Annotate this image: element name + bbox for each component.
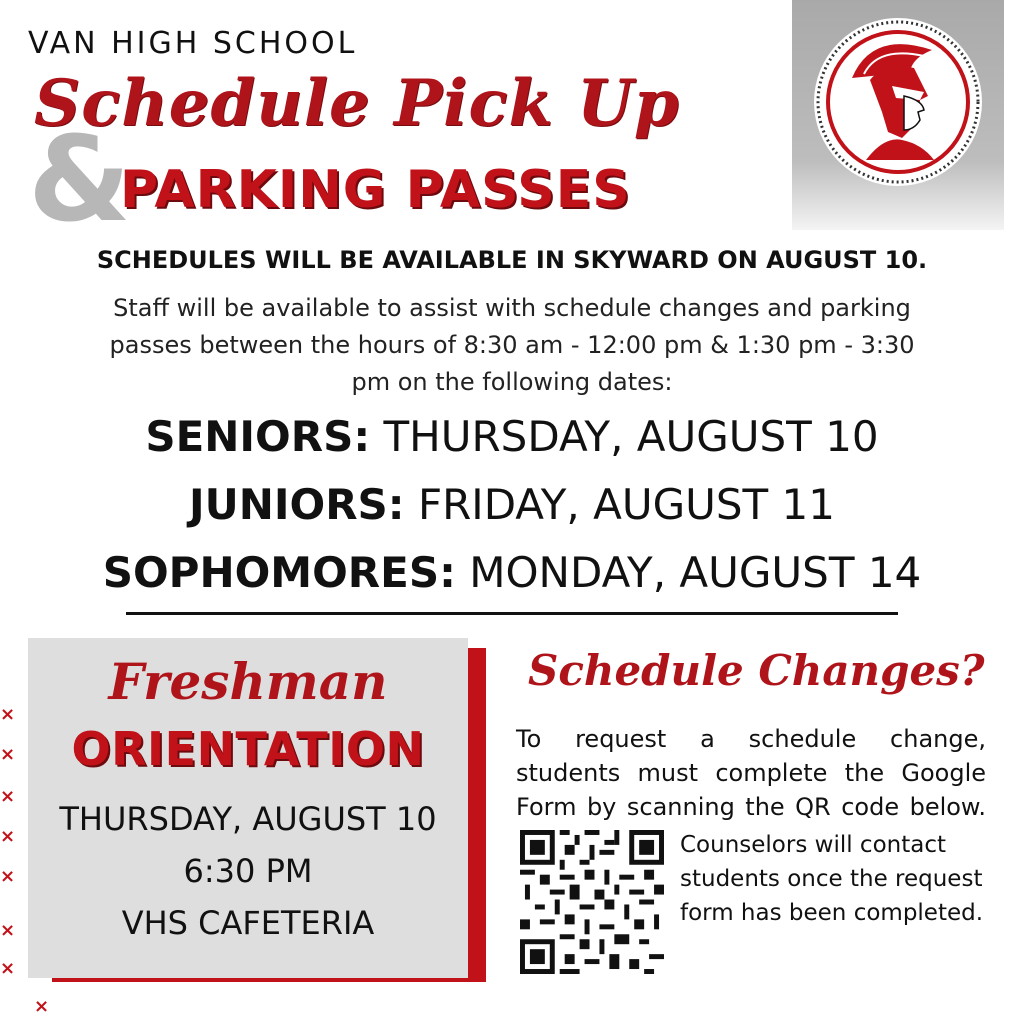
group-label: SENIORS: bbox=[145, 412, 371, 461]
date-line-juniors bbox=[0, 480, 1024, 529]
group-label: JUNIORS: bbox=[189, 480, 405, 529]
x-mark-decoration-icon: × bbox=[0, 744, 16, 765]
schedule-changes-title: Schedule Changes? bbox=[528, 646, 985, 695]
freshman-script-title: Freshman bbox=[108, 652, 388, 711]
group-date: FRIDAY, AUGUST 11 bbox=[417, 480, 835, 529]
group-date: MONDAY, AUGUST 14 bbox=[469, 548, 922, 597]
date-line-sophomores bbox=[0, 548, 1024, 597]
x-mark-decoration-icon: × bbox=[34, 996, 50, 1017]
x-mark-decoration-icon: × bbox=[0, 826, 16, 847]
counselor-note: Counselors will contact students once the request form has been completed. bbox=[680, 832, 984, 926]
schedule-changes-text: To request a schedule change, students must complete the Google Form by scanning the QR code below. bbox=[516, 725, 986, 821]
x-mark-decoration-icon: × bbox=[0, 920, 16, 941]
orientation-title: ORIENTATION bbox=[71, 722, 425, 776]
trojan-mascot-logo bbox=[792, 0, 1004, 240]
x-mark-decoration-icon: × bbox=[0, 786, 16, 807]
orientation-time: 6:30 PM bbox=[183, 852, 313, 890]
orientation-location: VHS CAFETERIA bbox=[121, 904, 375, 942]
staff-info-text: Staff will be available to assist with schedule changes and parking passes between the hours of 8:30 am - 12:00 pm & 1:30 pm - 3:30 pm on the following dates: bbox=[109, 294, 915, 396]
group-date: THURSDAY, AUGUST 10 bbox=[383, 412, 879, 461]
x-mark-decoration-icon: × bbox=[0, 958, 16, 979]
divider bbox=[126, 612, 898, 615]
ampersand-graphic: & bbox=[28, 110, 131, 248]
x-mark-decoration-icon: × bbox=[0, 704, 16, 725]
script-title: Schedule Pick Up bbox=[34, 66, 680, 141]
orientation-date: THURSDAY, AUGUST 10 bbox=[59, 800, 437, 838]
qr-code-icon[interactable] bbox=[520, 830, 664, 974]
main-title: PARKING PASSES bbox=[120, 160, 631, 220]
school-name: VAN HIGH SCHOOL bbox=[28, 26, 358, 61]
date-line-seniors bbox=[0, 412, 1024, 461]
trojan-mascot-icon bbox=[792, 0, 1004, 240]
group-label: SOPHOMORES: bbox=[102, 548, 456, 597]
x-mark-decoration-icon: × bbox=[0, 866, 16, 887]
availability-heading: SCHEDULES WILL BE AVAILABLE IN SKYWARD ON AUGUST 10. bbox=[96, 246, 928, 274]
